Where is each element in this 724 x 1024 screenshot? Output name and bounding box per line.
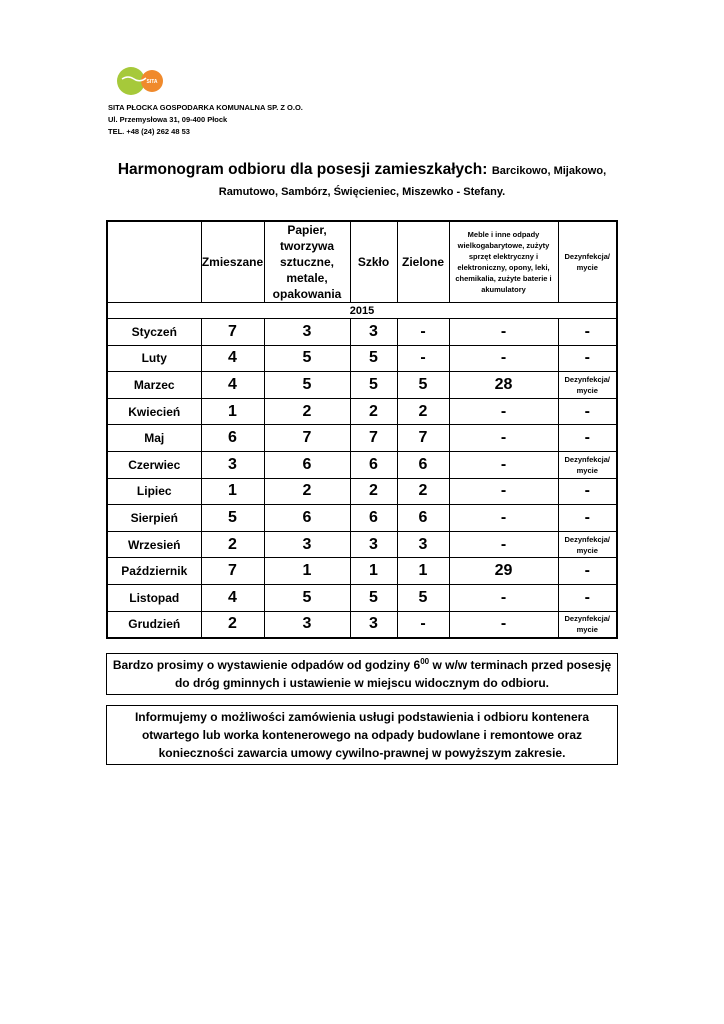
cell-mixed: 4	[201, 584, 264, 611]
header-disinfection: Dezynfekcja/ mycie	[558, 221, 617, 303]
cell-green: 5	[397, 372, 449, 399]
cell-disinfection: Dezynfekcja/ mycie	[558, 611, 617, 638]
cell-green: 2	[397, 398, 449, 425]
cell-mixed: 1	[201, 398, 264, 425]
table-row	[107, 505, 617, 532]
header-green: Zielone	[397, 221, 449, 303]
cell-month: Luty	[107, 345, 201, 372]
cell-glass: 6	[350, 505, 397, 532]
cell-bulky: -	[449, 584, 558, 611]
cell-month: Kwiecień	[107, 398, 201, 425]
cell-glass: 3	[350, 319, 397, 346]
notice-container-service	[106, 705, 618, 765]
cell-month: Marzec	[107, 372, 201, 399]
cell-disinfection: Dezynfekcja/ mycie	[558, 372, 617, 399]
table-row	[107, 345, 617, 372]
cell-green: -	[397, 611, 449, 638]
cell-paper: 2	[264, 398, 350, 425]
cell-glass: 2	[350, 478, 397, 505]
cell-glass: 6	[350, 451, 397, 478]
cell-month: Czerwiec	[107, 451, 201, 478]
company-phone: TEL. +48 (24) 262 48 53	[108, 127, 190, 136]
notice-1-text-a: Bardzo prosimy o wystawienie odpadów od godziny 6	[112, 658, 421, 672]
header-paper: Papier, tworzywa sztuczne, metale, opakowania	[264, 221, 350, 303]
cell-disinfection: -	[558, 478, 617, 505]
year-label: 2015	[107, 303, 617, 319]
cell-mixed: 5	[201, 505, 264, 532]
cell-green: 6	[397, 505, 449, 532]
cell-mixed: 6	[201, 425, 264, 452]
cell-glass: 5	[350, 372, 397, 399]
year-row	[107, 303, 617, 319]
table-row	[107, 584, 617, 611]
cell-bulky: -	[449, 345, 558, 372]
table-row	[107, 611, 617, 638]
cell-mixed: 7	[201, 558, 264, 585]
table-row	[107, 398, 617, 425]
cell-paper: 5	[264, 345, 350, 372]
cell-bulky: -	[449, 398, 558, 425]
cell-disinfection: -	[558, 398, 617, 425]
header-month	[107, 221, 201, 303]
cell-month: Grudzień	[107, 611, 201, 638]
cell-bulky: 28	[449, 372, 558, 399]
title-main: Harmonogram odbioru dla posesji zamieszkałych:	[117, 161, 488, 178]
table-row	[107, 425, 617, 452]
cell-paper: 6	[264, 451, 350, 478]
header-row	[107, 221, 617, 303]
table-row	[107, 451, 617, 478]
cell-green: 3	[397, 531, 449, 558]
table-row	[107, 372, 617, 399]
cell-green: 5	[397, 584, 449, 611]
cell-month: Lipiec	[107, 478, 201, 505]
cell-mixed: 2	[201, 531, 264, 558]
notice-1-text-b: w w/w terminach przed posesję do dróg gminnych i ustawienie w miejscu widocznym do odbioru.	[174, 658, 612, 690]
table-row	[107, 319, 617, 346]
cell-disinfection: Dezynfekcja/ mycie	[558, 451, 617, 478]
cell-glass: 5	[350, 345, 397, 372]
page-title	[108, 160, 616, 202]
cell-mixed: 3	[201, 451, 264, 478]
cell-paper: 1	[264, 558, 350, 585]
cell-paper: 3	[264, 531, 350, 558]
cell-green: 6	[397, 451, 449, 478]
header-mixed: Zmieszane	[201, 221, 264, 303]
cell-bulky: -	[449, 319, 558, 346]
cell-disinfection: -	[558, 319, 617, 346]
cell-bulky: -	[449, 505, 558, 532]
cell-glass: 2	[350, 398, 397, 425]
notice-1-superscript: 00	[420, 657, 430, 666]
cell-disinfection: Dezynfekcja/ mycie	[558, 531, 617, 558]
schedule-table	[106, 220, 618, 639]
cell-disinfection: -	[558, 558, 617, 585]
cell-green: -	[397, 345, 449, 372]
cell-mixed: 2	[201, 611, 264, 638]
cell-green: 7	[397, 425, 449, 452]
table-row	[107, 531, 617, 558]
notice-2-text: Informujemy o możliwości zamówienia usługi podstawienia i odbioru kontenera otwartego lub worka kontenerowego na odpady budowlane i remontowe oraz konieczności zawarcia umowy cywilno-prawnej w powyższym zakresie.	[134, 710, 590, 760]
cell-glass: 3	[350, 611, 397, 638]
company-address: Ul. Przemysłowa 31, 09-400 Płock	[108, 115, 228, 124]
cell-mixed: 7	[201, 319, 264, 346]
notice-collection-time	[106, 653, 618, 695]
cell-green: 2	[397, 478, 449, 505]
table-row	[107, 478, 617, 505]
cell-green: -	[397, 319, 449, 346]
cell-disinfection: -	[558, 584, 617, 611]
title-places: Barcikowo, Mijakowo, Ramutowo, Sambórz, Święcieniec, Miszewko - Stefany.	[218, 165, 607, 198]
cell-month: Styczeń	[107, 319, 201, 346]
cell-bulky: -	[449, 611, 558, 638]
logo-text: SITA	[146, 79, 158, 85]
cell-paper: 2	[264, 478, 350, 505]
cell-month: Sierpień	[107, 505, 201, 532]
cell-paper: 6	[264, 505, 350, 532]
cell-month: Listopad	[107, 584, 201, 611]
cell-disinfection: -	[558, 425, 617, 452]
cell-glass: 3	[350, 531, 397, 558]
table-row	[107, 558, 617, 585]
cell-green: 1	[397, 558, 449, 585]
company-logo	[116, 66, 166, 96]
cell-disinfection: -	[558, 505, 617, 532]
cell-mixed: 1	[201, 478, 264, 505]
cell-disinfection: -	[558, 345, 617, 372]
cell-bulky: 29	[449, 558, 558, 585]
header-bulky: Meble i inne odpady wielkogabarytowe, zużyty sprzęt elektryczny i elektroniczny, opony, leki, chemikalia, zużyte baterie i akumulatory	[449, 221, 558, 303]
cell-glass: 7	[350, 425, 397, 452]
cell-paper: 5	[264, 372, 350, 399]
company-name: SITA PŁOCKA GOSPODARKA KOMUNALNA SP. Z O.O.	[108, 103, 303, 112]
cell-month: Maj	[107, 425, 201, 452]
header-glass: Szkło	[350, 221, 397, 303]
cell-glass: 1	[350, 558, 397, 585]
cell-bulky: -	[449, 478, 558, 505]
cell-paper: 3	[264, 319, 350, 346]
cell-bulky: -	[449, 451, 558, 478]
cell-mixed: 4	[201, 345, 264, 372]
cell-mixed: 4	[201, 372, 264, 399]
cell-paper: 5	[264, 584, 350, 611]
cell-paper: 3	[264, 611, 350, 638]
company-info	[108, 102, 303, 138]
cell-bulky: -	[449, 531, 558, 558]
cell-month: Wrzesień	[107, 531, 201, 558]
cell-glass: 5	[350, 584, 397, 611]
cell-bulky: -	[449, 425, 558, 452]
cell-month: Październik	[107, 558, 201, 585]
cell-paper: 7	[264, 425, 350, 452]
